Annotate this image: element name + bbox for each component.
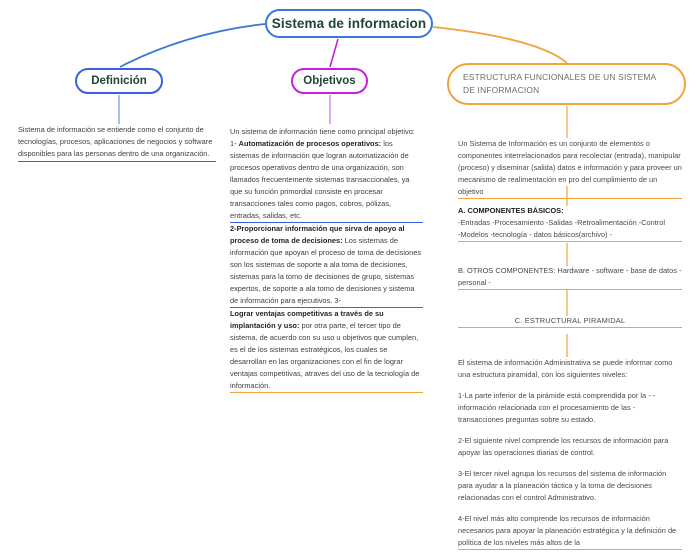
- node-root-label: Sistema de informacion: [271, 16, 427, 31]
- objetivos-item3-body: por otra parte, el tercer tipo de sistema, de acuerdo con su uso u objetivos que cumplen, es el de los sistemas estratégicos, los cuales se desarrollan en las organizaciones con el fin de lograr ventajas competitivas, atraves del uso de la tecnología de información.: [230, 320, 420, 390]
- objetivos-item2-body: Los sistemas de información que apoyan el proceso de toma de decisiones son los sistemas de soporte a ala toma de decisiones, sistemas para la tomo de decisiones de grupo, sistemas expertos, de soporte a ala tomo de decisiones y sistema de información para ejecutivos. 3-: [230, 235, 422, 305]
- estructural-piramidal-title: C. ESTRUCTURAL PIRAMIDAL: [514, 316, 626, 325]
- text-estructural-piramidal-title: [458, 315, 682, 328]
- node-estructura-funcionales[interactable]: [447, 63, 686, 105]
- piramide-intro: El sistema de información Administrativa se puede informar como una estructura piramidal, con los siguientes niveles:: [458, 358, 673, 379]
- node-objetivos[interactable]: [291, 68, 368, 94]
- objetivos-item-3: [230, 308, 423, 393]
- piramide-nivel-3: 3-El tercer nivel agrupa los recursos del sistema de información para ayudar a la planeación táctica y la toma de decisiones relacionadas con el control Administrativo.: [458, 468, 667, 502]
- piramide-nivel-4: 4-El nivel más alto comprende los recursos de información necesarios para apoyar la planeación estratégica y la definición de política de los niveles más altos de la: [458, 513, 682, 550]
- objetivos-item-2: [230, 223, 423, 308]
- text-objetivos-body: [230, 126, 423, 393]
- text-definicion-body: [18, 124, 216, 162]
- estructura-intro-text: Un Sistema de Información es un conjunto de elementos o componentes interrelacionados para recolectar (entrada), manipular (proceso) y diseminar (salida) datos e información y para proveer un mecanismo de realimentación en pro del cumplimiento de un objetivo: [458, 139, 682, 196]
- componentes-basicos-title: A. COMPONENTES BÁSICOS:: [458, 206, 564, 215]
- objetivos-item1-body: los sistemas de información que logran automatización de procesos operativos dentro de una organización, son llamados frecuentemente sistemas transaccionales, ya que su función primordial consiste en procesar transacciones tales como pagos, cobros, pólizas, entradas, salidas, etc.: [230, 138, 410, 220]
- objetivos-item-1: [230, 126, 423, 223]
- node-definicion-label: Definición: [91, 75, 147, 87]
- text-componentes-basicos: [458, 205, 682, 242]
- text-otros-componentes: [458, 265, 682, 290]
- objetivos-item3-title: Lograr ventajas competitivas a través de su implantación y uso:: [230, 308, 384, 330]
- node-definicion[interactable]: [75, 68, 163, 94]
- piramide-nivel-2: 2-El siguiente nivel comprende los recursos de información para apoyar las operaciones diarias de control.: [458, 435, 669, 457]
- node-estructura-label: ESTRUCTURA FUNCIONALES DE UN SISTEMA DE INFORMACION: [463, 72, 656, 95]
- text-estructura-intro: [458, 138, 682, 199]
- otros-componentes-text: B. OTROS COMPONENTES: Hardware - software - base de datos -personal -: [458, 266, 682, 287]
- text-piramide-niveles: [458, 357, 682, 559]
- node-objetivos-label: Objetivos: [303, 75, 356, 87]
- componentes-basicos-line-2: -Modelos -tecnología - datos básicos(archivo) -: [458, 229, 613, 239]
- definicion-body-text: Sistema de información se entiende como el conjunto de tecnologías, procesos, aplicaciones de negocios y software disponibles para las personas dentro de una organización.: [18, 125, 213, 158]
- objetivos-item1-title: Automatización de procesos operativos:: [238, 138, 382, 148]
- objetivos-item2-title: 2-Proporcionar información que sirva de apoyo al proceso de toma de decisiones:: [230, 223, 405, 245]
- objetivos-intro: Un sistema de información tiene como principal objetivo: 1-: [230, 127, 415, 148]
- piramide-nivel-1: 1-La parte inferior de la pirámide está comprendida por la - - información relacionada con el procesamiento de las - transacciones preguntas sobre su estado.: [458, 390, 656, 424]
- node-root-sistema-de-informacion[interactable]: [265, 9, 433, 38]
- componentes-basicos-line-1: -Entradas -Procesamiento -Salidas -Retroalimentación -Control: [458, 217, 666, 227]
